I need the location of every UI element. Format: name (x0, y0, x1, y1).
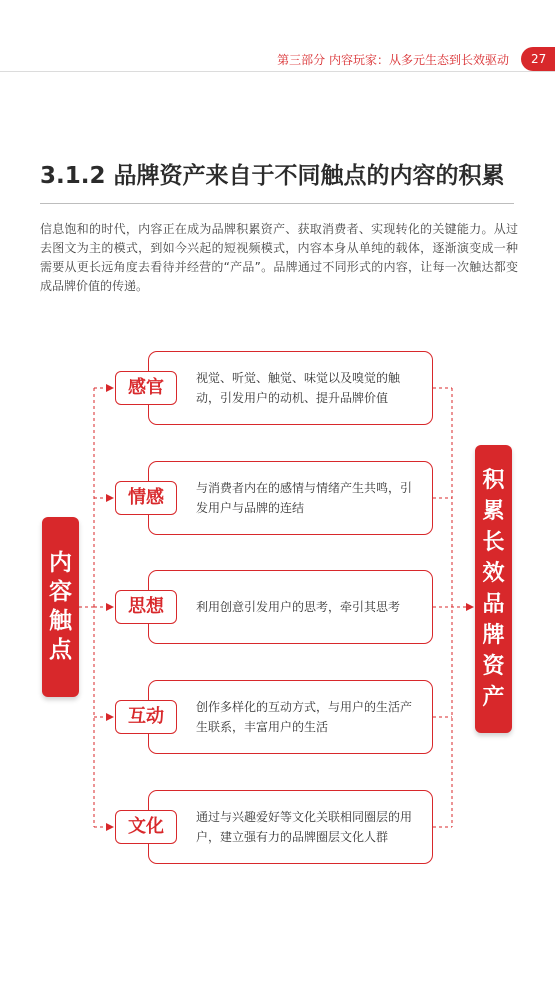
touchpoint-card-sensory (148, 351, 433, 425)
touchpoint-card-culture (148, 790, 433, 864)
touchpoint-description: 与消费者内在的感情与情绪产生共鸣，引发用户与品牌的连结 (196, 481, 413, 515)
touchpoint-description: 创作多样化的互动方式，与用户的生活产生联系，丰富用户的生活 (196, 700, 413, 734)
touchpoint-description: 视觉、听觉、触觉、味觉以及嗅觉的触动，引发用户的动机、提升品牌价值 (196, 371, 401, 405)
header-title: 第三部分 内容玩家：从多元生态到长效驱动 (277, 53, 509, 67)
touchpoint-description: 通过与兴趣爱好等文化关联相同圈层的用户，建立强有力的品牌圈层文化人群 (196, 810, 413, 844)
touchpoint-card-emotion (148, 461, 433, 535)
touchpoint-tag-interaction: 互动 (115, 700, 177, 734)
content-touchpoints-label (42, 517, 79, 697)
touchpoint-card-thought (148, 570, 433, 644)
touchpoint-tag-culture: 文化 (115, 810, 177, 844)
touchpoint-tag-thought: 思想 (115, 590, 177, 624)
intro-paragraph: 信息饱和的时代，内容正在成为品牌积累资产、获取消费者、实现转化的关键能力。从过去图文为主的模式，到如今兴起的短视频模式，内容本身从单纯的载体，逐渐演变成一种需要从更长远角度去看待并经营的“产品”。品牌通过不同形式的内容，让每一次触达都变成品牌价值的传递。 (40, 222, 518, 293)
right-label-text: 积累长效品牌资产 (482, 468, 505, 710)
touchpoint-tag-sensory: 感官 (115, 371, 177, 405)
brand-asset-label (475, 445, 512, 733)
page-number: 27 (521, 47, 555, 71)
left-label-text: 内容触点 (49, 550, 72, 663)
touchpoint-tag-emotion: 情感 (115, 481, 177, 515)
section-title: 3.1.2 品牌资产来自于不同触点的内容的积累 (40, 163, 505, 189)
touchpoint-description: 利用创意引发用户的思考，牵引其思考 (196, 600, 401, 614)
touchpoint-card-interaction (148, 680, 433, 754)
